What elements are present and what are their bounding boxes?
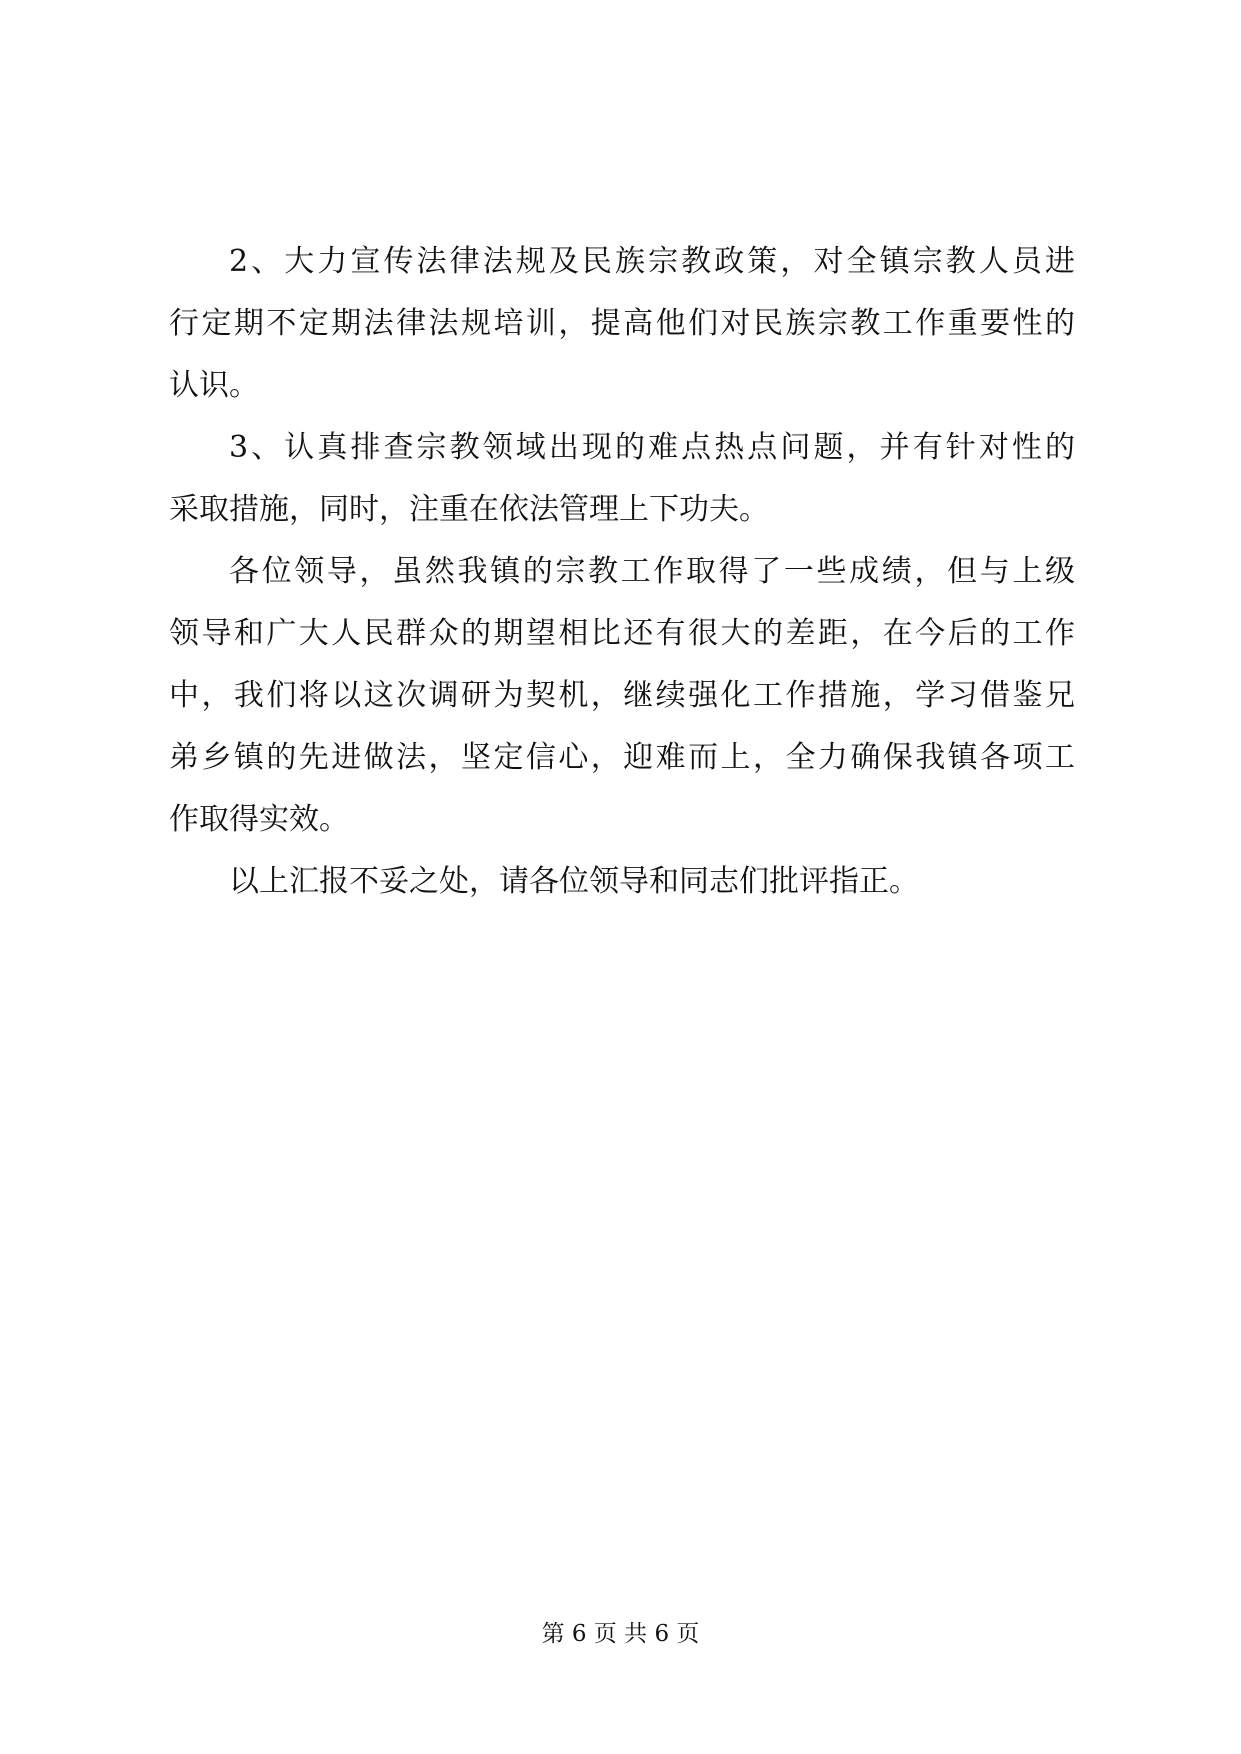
paragraph-closing: [169, 851, 1075, 913]
page-number-footer: 第 6 页 共 6 页: [541, 1621, 700, 1647]
paragraph-line: 以上汇报不妥之处，请各位领导和同志们批评指正。: [229, 864, 919, 899]
paragraph-line: 领导和广大人民群众的期望相比还有很大的差距，在今后的工作: [169, 616, 1075, 651]
paragraph-line: 行定期不定期法律法规培训，提高他们对民族宗教工作重要性的: [169, 306, 1075, 341]
paragraph-line: 中，我们将以这次调研为契机，继续强化工作措施，学习借鉴兄: [169, 678, 1075, 713]
paragraph-line: 各位领导，虽然我镇的宗教工作取得了一些成绩，但与上级: [229, 554, 1075, 589]
paragraph-item-3: [169, 417, 1075, 541]
paragraph-line: 采取措施，同时，注重在依法管理上下功夫。: [169, 492, 769, 527]
document-body: [169, 231, 1075, 913]
paragraph-line: 3、认真排查宗教领域出现的难点热点问题，并有针对性的: [229, 430, 1075, 465]
paragraph-line: 作取得实效。: [169, 802, 349, 837]
paragraph-line: 弟乡镇的先进做法，坚定信心，迎难而上，全力确保我镇各项工: [169, 740, 1075, 775]
paragraph-line: 2、大力宣传法律法规及民族宗教政策，对全镇宗教人员进: [229, 244, 1075, 279]
paragraph-line: 认识。: [169, 368, 259, 403]
paragraph-item-2: [169, 231, 1075, 417]
paragraph-conclusion: [169, 541, 1075, 851]
